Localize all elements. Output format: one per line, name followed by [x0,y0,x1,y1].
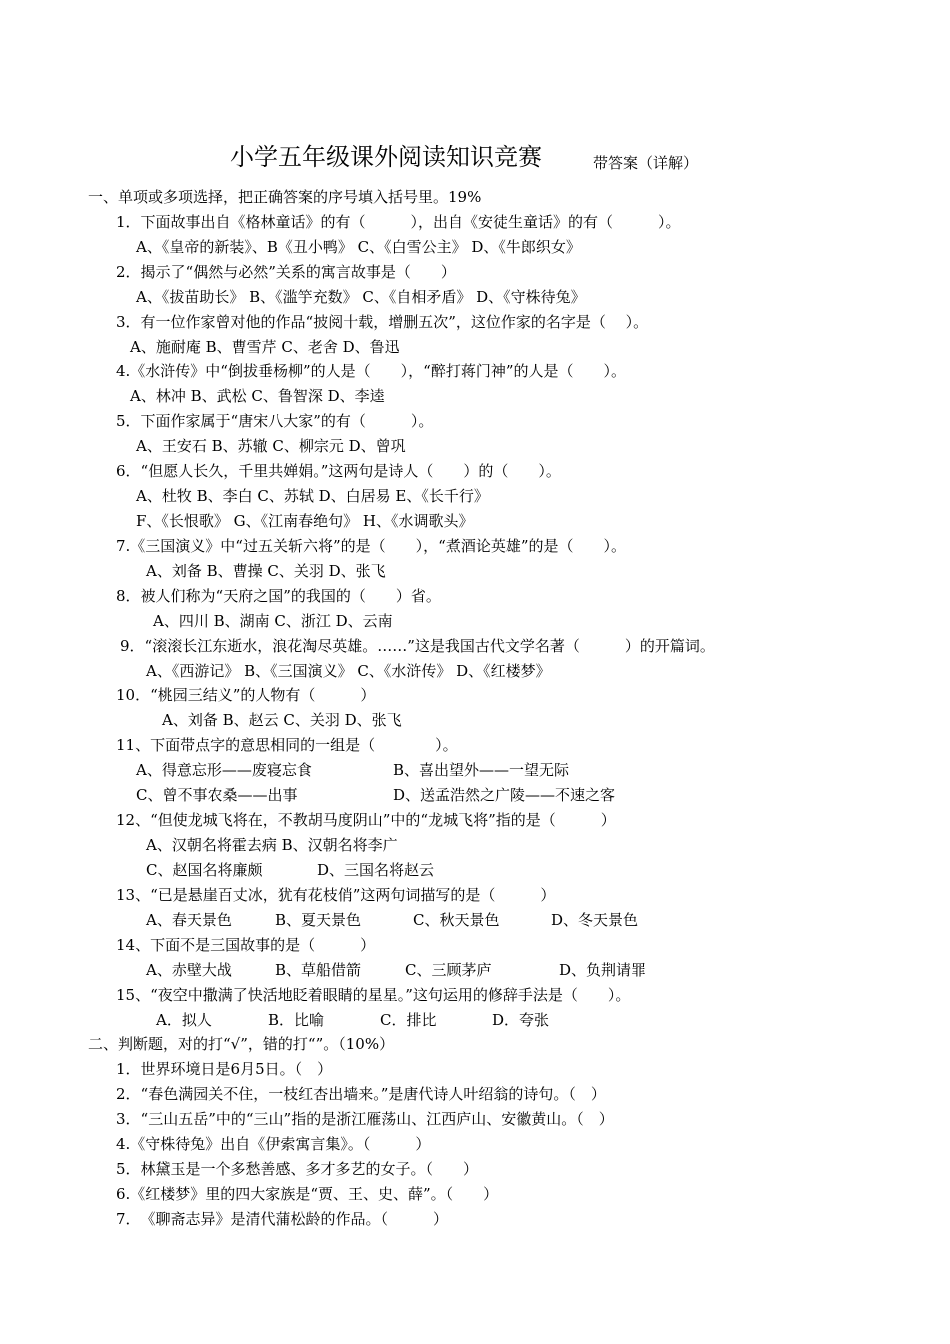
judge-item-3: 3．“三山五岳”中的“三山”指的是浙江雁荡山、江西庐山、安徽黄山。（ ） [116,1110,614,1128]
question-12-options-1: A、汉朝名将霍去病 B、汉朝名将李广 [146,836,398,854]
section-1-heading: 一、单项或多项选择，把正确答案的序号填入括号里。19% [88,188,482,206]
page-title: 小学五年级课外阅读知识竞赛 [230,143,542,171]
question-15-option-d: D．夸张 [492,1011,550,1029]
question-1: 1．下面故事出自《格林童话》的有（ ），出自《安徒生童话》的有（ ）。 [116,213,681,231]
question-11-option-d: D、送孟浩然之广陵——不速之客 [393,786,616,804]
question-2-options: A、《拔苗助长》 B、《滥竽充数》 C、《自相矛盾》 D、《守株待兔》 [136,288,586,306]
judge-item-6: 6.《红楼梦》里的四大家族是“贾、王、史、薛”。（ ） [116,1185,499,1203]
question-4-options: A、林冲 B、武松 C、鲁智深 D、李逵 [130,387,385,405]
question-14-option-c: C、三顾茅庐 [405,961,492,979]
question-6-options-1: A、杜牧 B、李白 C、苏轼 D、白居易 E、《长千行》 [136,487,489,505]
question-6: 6．“但愿人长久，千里共婵娟。”这两句是诗人（ ）的（ ）。 [116,462,561,480]
question-3: 3．有一位作家曾对他的作品“披阅十载，增删五次”，这位作家的名字是（ ）。 [116,313,649,331]
question-7: 7.《三国演义》中“过五关斩六将”的是（ ），“煮酒论英雄”的是（ ）。 [116,537,626,555]
question-7-options: A、刘备 B、曹操 C、关羽 D、张飞 [146,562,386,580]
judge-item-5: 5．林黛玉是一个多愁善感、多才多艺的女子。（ ） [116,1160,479,1178]
question-9-options: A、《西游记》 B、《三国演义》 C、《水浒传》 D、《红楼梦》 [146,662,551,680]
question-11-option-c: C、曾不事农桑——出事 [136,786,298,804]
page-subtitle: 带答案（详解） [593,154,699,172]
question-11-option-b: B、喜出望外——一望无际 [393,761,570,779]
question-13-option-c: C、秋天景色 [413,911,500,929]
question-15-option-a: A．拟人 [156,1011,212,1029]
judge-item-1: 1．世界环境日是6月5日。（ ） [116,1060,333,1078]
question-11-option-a: A、得意忘形——废寝忘食 [136,761,312,779]
question-9: 9．“滚滚长江东逝水，浪花淘尽英雄。……”这是我国古代文学名著（ ）的开篇词。 [120,637,715,655]
question-2: 2．揭示了“偶然与必然”关系的寓言故事是（ ） [116,263,456,281]
question-14: 14、下面不是三国故事的是（ ） [116,936,376,954]
question-14-option-d: D、负荆请罪 [559,961,647,979]
question-3-options: A、施耐庵 B、曹雪芹 C、老舍 D、鲁迅 [130,338,400,356]
question-12: 12、“但使龙城飞将在，不教胡马度阴山”中的“龙城飞将”指的是（ ） [116,811,616,829]
question-8-options: A、四川 B、湖南 C、浙江 D、云南 [153,612,393,630]
question-15-option-b: B．比喻 [268,1011,325,1029]
question-15-option-c: C．排比 [380,1011,437,1029]
question-4: 4.《水浒传》中“倒拔垂杨柳”的人是（ ），“醉打蒋门神”的人是（ ）。 [116,362,626,380]
question-13-option-d: D、冬天景色 [551,911,639,929]
question-5-options: A、王安石 B、苏辙 C、柳宗元 D、曾巩 [136,437,406,455]
question-13: 13、“已是悬崖百丈冰，犹有花枝俏”这两句词描写的是（ ） [116,886,556,904]
question-12-option-d: D、三国名将赵云 [317,861,435,879]
judge-item-2: 2．“春色满园关不住，一枝红杏出墙来。”是唐代诗人叶绍翁的诗句。（ ） [116,1085,606,1103]
judge-item-4: 4.《守株待兔》出自《伊索寓言集》。（ ） [116,1135,431,1153]
question-13-option-a: A、春天景色 [146,911,232,929]
judge-item-7: 7． 《聊斋志异》是清代蒲松龄的作品。（ ） [116,1210,449,1228]
question-5: 5．下面作家属于“唐宋八大家”的有（ ）。 [116,412,434,430]
question-6-options-2: F、《长恨歌》 G、《江南春绝句》 H、《水调歌头》 [136,512,474,530]
question-14-option-a: A、赤壁大战 [146,961,232,979]
question-12-option-c: C、赵国名将廉颇 [146,861,263,879]
question-11: 11、下面带点字的意思相同的一组是（ ）。 [116,736,458,754]
question-8: 8．被人们称为“天府之国”的我国的（ ）省。 [116,587,441,605]
question-13-option-b: B、夏天景色 [275,911,362,929]
question-1-options: A、《皇帝的新装》、B《丑小鸭》 C、《白雪公主》 D、《牛郎织女》 [136,238,581,256]
question-10-options: A、刘备 B、赵云 C、关羽 D、张飞 [162,711,402,729]
question-14-option-b: B、草船借箭 [275,961,362,979]
section-2-heading: 二、判断题，对的打“√”，错的打“”。（10%） [88,1035,395,1053]
question-10: 10．“桃园三结义”的人物有（ ） [116,686,376,704]
question-15: 15、“夜空中撒满了快活地眨着眼睛的星星。”这句运用的修辞手法是（ ）。 [116,986,631,1004]
